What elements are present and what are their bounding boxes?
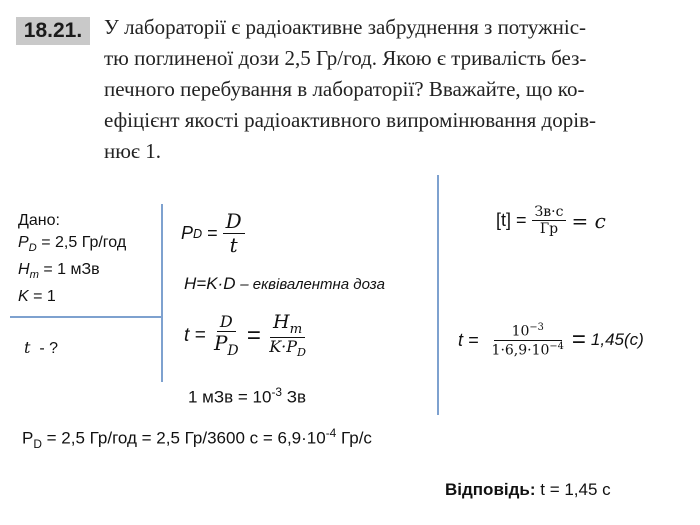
problem-line: тю поглиненої дози 2,5 Гр/год. Якою є тривалість без-: [104, 46, 587, 70]
fraction-d-over-pd: $\frac{D}{P_D}$: [213, 311, 239, 360]
formula-time: t = $\frac{D}{P_D}$ = $\frac{H_m}{K\cdot P_D}$: [184, 312, 309, 360]
calculation: t = $\frac{10^{-3}}{1\cdot 6,9\cdot 10^{-4}}$ = 1,45(с): [458, 322, 644, 359]
problem-line: ефіцієнт якості радіоактивного випромінювання дорів-: [104, 108, 596, 132]
given-find: t - ?: [24, 338, 58, 357]
given-k: K = 1: [18, 288, 56, 306]
formula-equivalent-dose: H=K·D – еквівалентна доза: [184, 274, 385, 293]
given-pd: $P_D = 2,5$ Гр/год: [18, 234, 127, 255]
given-hm: $H_m = 1$ мЗв: [18, 261, 100, 282]
problem-number-badge: [16, 17, 90, 45]
dose-rate-conversion: $P_D = 2,5$ Гр/год = 2,5 Гр/3600 $с = 6,9\cdot 10^{-4}$ Гр/с: [22, 426, 372, 452]
conversion-msv: 1 мЗв = $10^{-3}$ Зв: [188, 385, 307, 407]
given-divider-horizontal: [10, 316, 162, 318]
problem-line: У лабораторії є радіоактивне забруднення з потужніс-: [104, 15, 587, 39]
given-title: Дано:: [18, 212, 60, 229]
units-check: [t] = $\frac{Зв\cdot с}{Гр}$ = c: [496, 204, 606, 238]
answer-label: Відповідь:: [445, 480, 536, 499]
problem-number: 18.21.: [23, 19, 83, 42]
formula-dose-rate: P D = $\frac{D}{t}$: [181, 210, 245, 257]
calc-result: 1,45(с): [590, 330, 644, 350]
fraction-d-over-t: $\frac{D}{t}$: [223, 210, 245, 257]
given-block: [18, 210, 126, 308]
answer-value: t = 1,45 с: [535, 480, 611, 499]
solution-divider-vertical: [437, 175, 439, 415]
problem-line: печного перебування в лабораторії? Вважайте, що ко-: [104, 77, 585, 101]
problem-statement: [104, 12, 694, 167]
answer: [445, 480, 611, 500]
fraction-units: $\frac{Зв\cdot с}{Гр}$: [532, 204, 567, 237]
fraction-calc: $\frac{10^{-3}}{1\cdot 6,9\cdot 10^{-4}}$: [491, 322, 564, 359]
problem-line: нює 1.: [104, 139, 161, 163]
given-divider-vertical: [161, 204, 163, 382]
fraction-hm-over-kpd: $\frac{H_m}{K\cdot P_D}$: [269, 311, 307, 360]
